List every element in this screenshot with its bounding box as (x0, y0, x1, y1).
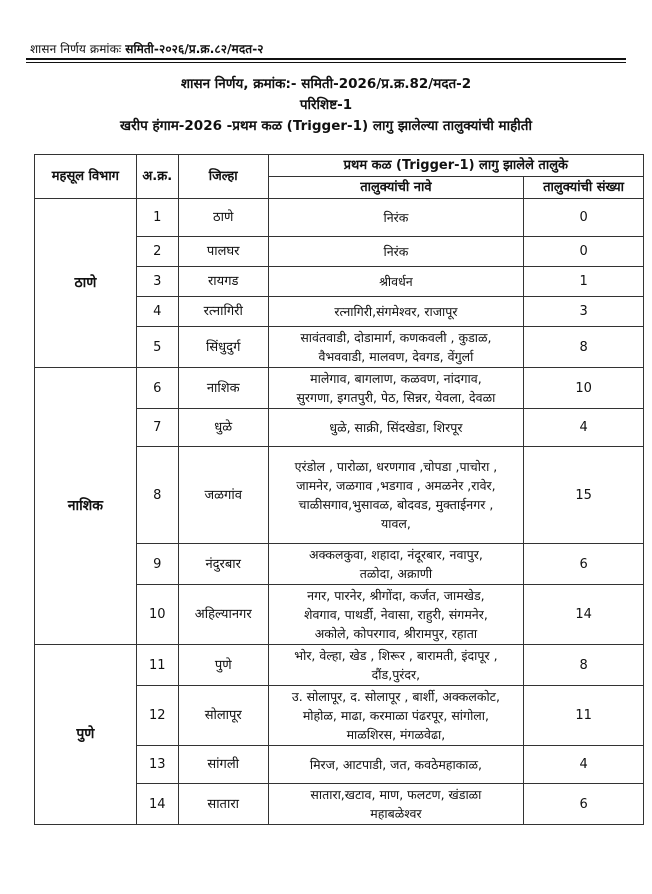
taluka-line: वैभववाडी, मालवण, देवगड, वेंगुर्ला (318, 349, 474, 364)
taluka-line: तळोदा, अक्राणी (359, 566, 433, 581)
col-header-division: महसूल विभाग (35, 155, 137, 199)
taluka-count-cell: 3 (524, 297, 644, 327)
serial-cell: 13 (136, 746, 178, 784)
taluka-line: शेवगाव, पाथर्डी, नेवासा, राहुरी, संगमनेर, (303, 607, 488, 622)
taluka-names-cell (268, 784, 524, 825)
serial-cell: 10 (136, 585, 178, 645)
serial-cell: 5 (136, 327, 178, 368)
serial-cell: 7 (136, 409, 178, 447)
table-row (35, 368, 644, 409)
taluka-line: रत्नागिरी,संगमेश्वर, राजापूर (334, 304, 458, 319)
taluka-line: अक्कलकुवा, शहादा, नंदूरबार, नवापुर, (309, 547, 483, 562)
taluka-count-cell: 1 (524, 267, 644, 297)
taluka-count-cell: 6 (524, 784, 644, 825)
header-rule-thick (26, 58, 626, 60)
taluka-count-cell: 8 (524, 645, 644, 686)
serial-cell: 4 (136, 297, 178, 327)
taluka-line: महाबळेश्वर (370, 806, 422, 821)
division-cell: पुणे (35, 645, 137, 825)
district-cell: जळगांव (178, 447, 268, 544)
division-cell: ठाणे (35, 199, 137, 368)
taluka-names-cell (268, 267, 524, 297)
col-header-serial: अ.क्र. (136, 155, 178, 199)
district-cell: नाशिक (178, 368, 268, 409)
taluka-line: नगर, पारनेर, श्रीगोंदा, कर्जत, जामखेड, (307, 588, 485, 603)
annexure-title: परिशिष्ट-1 (299, 97, 353, 113)
serial-cell: 12 (136, 686, 178, 746)
taluka-line: सुरगणा, इगतपुरी, पेठ, सिन्नर, येवला, देवळा (296, 390, 496, 405)
district-cell: ठाणे (178, 199, 268, 237)
district-cell: नंदुरबार (178, 544, 268, 585)
taluka-line: अकोले, कोपरगाव, श्रीरामपुर, रहाता (314, 626, 478, 641)
taluka-names-cell (268, 297, 524, 327)
taluka-count-cell: 6 (524, 544, 644, 585)
serial-cell: 1 (136, 199, 178, 237)
taluka-count-cell: 8 (524, 327, 644, 368)
col-header-count: तालुक्यांची संख्या (524, 177, 644, 199)
col-header-district: जिल्हा (178, 155, 268, 199)
taluka-trigger-table (34, 154, 644, 825)
district-cell: धुळे (178, 409, 268, 447)
taluka-names-cell (268, 585, 524, 645)
taluka-names-cell (268, 368, 524, 409)
table-body (35, 199, 644, 825)
district-cell: रत्नागिरी (178, 297, 268, 327)
col-header-talukas: तालुक्यांची नावे (268, 177, 524, 199)
taluka-names-cell (268, 686, 524, 746)
taluka-line: सातारा,खटाव, माण, फलटण, खंडाळा (310, 787, 482, 802)
taluka-line: श्रीवर्धन (379, 274, 413, 289)
taluka-count-cell: 14 (524, 585, 644, 645)
serial-cell: 11 (136, 645, 178, 686)
taluka-line: मिरज, आटपाडी, जत, कवठेमहाकाळ, (309, 757, 482, 772)
taluka-line: उ. सोलापूर, द. सोलापूर , बार्शी, अक्कलकोट, (291, 689, 500, 704)
taluka-line: सावंतवाडी, दोडामार्ग, कणकवली , कुडाळ, (300, 330, 492, 345)
serial-cell: 14 (136, 784, 178, 825)
serial-cell: 8 (136, 447, 178, 544)
header-rule-thin (26, 62, 626, 63)
district-cell: सोलापूर (178, 686, 268, 746)
taluka-names-cell (268, 409, 524, 447)
order-title: शासन निर्णय, क्रमांक:- समिती-2026/प्र.क्र.82/मदत-2 (180, 76, 472, 92)
taluka-count-cell: 0 (524, 237, 644, 267)
taluka-line: निरंक (383, 244, 409, 259)
taluka-names-cell (268, 645, 524, 686)
taluka-count-cell: 4 (524, 409, 644, 447)
district-cell: रायगड (178, 267, 268, 297)
serial-cell: 3 (136, 267, 178, 297)
taluka-count-cell: 10 (524, 368, 644, 409)
taluka-line: एरंडोल , पारोळा, धरणगाव ,चोपडा ,पाचोरा , (294, 459, 498, 474)
serial-cell: 2 (136, 237, 178, 267)
taluka-names-cell (268, 199, 524, 237)
taluka-count-cell: 11 (524, 686, 644, 746)
taluka-line: निरंक (383, 210, 409, 225)
taluka-line: मोहोळ, माढा, करमाळा पंढरपूर, सांगोला, (302, 708, 489, 723)
taluka-names-cell (268, 327, 524, 368)
district-cell: पालघर (178, 237, 268, 267)
division-cell: नाशिक (35, 368, 137, 645)
taluka-line: भोर, वेल्हा, खेड , शिरूर , बारामती, इंदापूर , (294, 648, 498, 663)
table-row (35, 199, 644, 237)
taluka-names-cell (268, 746, 524, 784)
taluka-line: माळशिरस, मंगळवेढा, (346, 727, 446, 742)
district-cell: पुणे (178, 645, 268, 686)
table-title: खरीप हंगाम-2026 -प्रथम कळ (Trigger-1) लागु झालेल्या तालुक्यांची माहीती (120, 118, 532, 134)
taluka-count-cell: 4 (524, 746, 644, 784)
district-cell: अहिल्यानगर (178, 585, 268, 645)
reference-prefix: शासन निर्णय क्रमांकः (30, 42, 122, 56)
district-cell: सिंधुदुर्ग (178, 327, 268, 368)
taluka-names-cell (268, 447, 524, 544)
col-header-group: प्रथम कळ (Trigger-1) लागु झालेले तालुके (268, 155, 643, 177)
taluka-line: दौंड,पुरंदर, (371, 667, 421, 682)
table-row (35, 645, 644, 686)
reference-number: समिती-२०२६/प्र.क्र.८२/मदत-२ (125, 42, 264, 56)
taluka-line: यावल, (380, 516, 411, 531)
taluka-line: धुळे, साक्री, सिंदखेडा, शिरपूर (329, 420, 463, 435)
taluka-count-cell: 15 (524, 447, 644, 544)
district-cell: सातारा (178, 784, 268, 825)
taluka-names-cell (268, 237, 524, 267)
serial-cell: 9 (136, 544, 178, 585)
taluka-count-cell: 0 (524, 199, 644, 237)
district-cell: सांगली (178, 746, 268, 784)
document-reference (30, 40, 264, 57)
taluka-line: चाळीसगाव,भुसावळ, बोदवड, मुक्ताईनगर , (298, 497, 494, 512)
taluka-names-cell (268, 544, 524, 585)
taluka-line: जामनेर, जळगाव ,भडगाव , अमळनेर ,रावेर, (296, 478, 496, 493)
taluka-line: मालेगाव, बागलाण, कळवण, नांदगाव, (310, 371, 482, 386)
serial-cell: 6 (136, 368, 178, 409)
document-titles (0, 74, 652, 137)
